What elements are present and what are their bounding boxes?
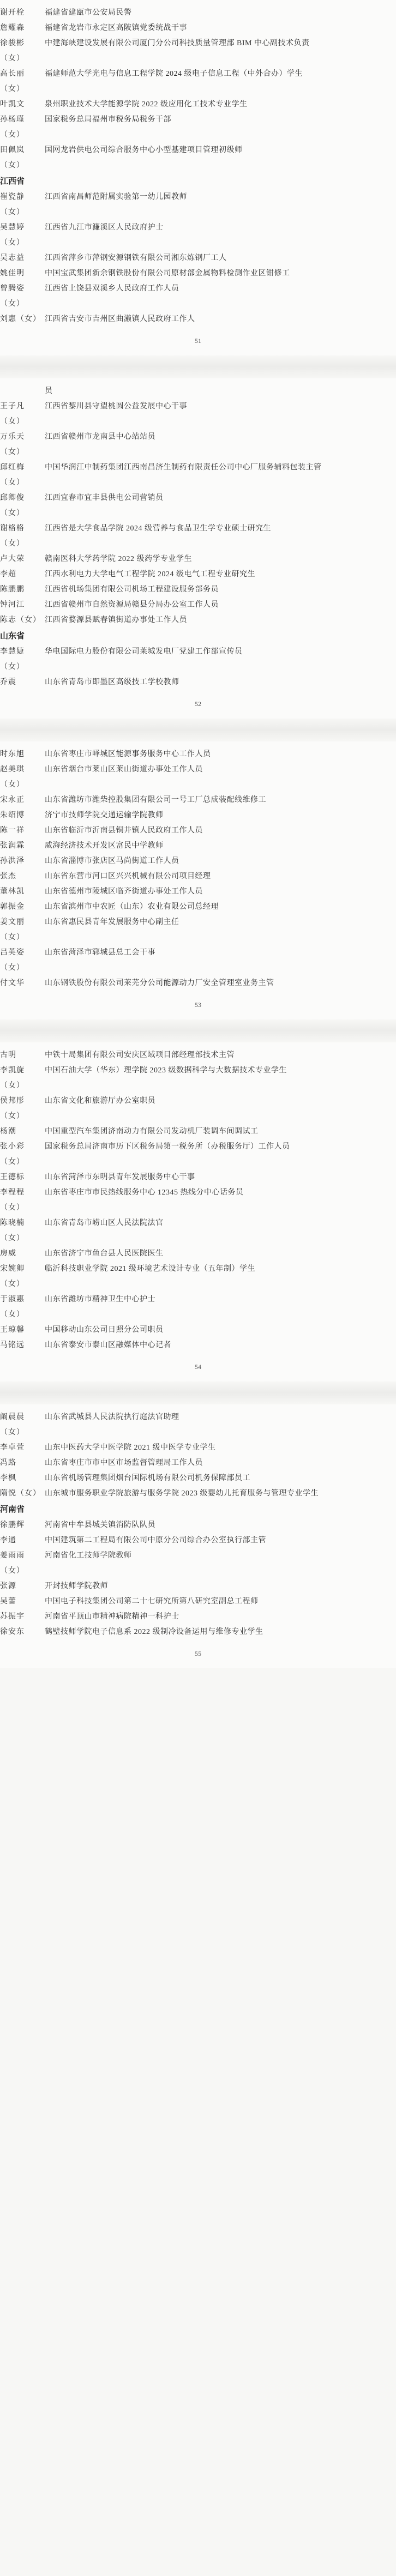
honoree-affiliation: 河南省化工技师学院教师 <box>45 1552 132 1560</box>
page-number: 55 <box>195 1650 201 1657</box>
entry-list <box>0 399 396 628</box>
honoree-name: 房威 <box>0 1250 16 1258</box>
honoree-affiliation: 山东省东营市河口区兴兴机械有限公司项目经理 <box>45 872 211 880</box>
honoree-name: 詹耀森 <box>0 24 25 32</box>
honoree-entry <box>0 460 396 491</box>
honoree-affiliation: 中国移动山东公司日照分公司职员 <box>45 1326 164 1334</box>
honoree-entry <box>0 838 396 854</box>
honoree-affiliation: 江西省赣州市龙南县中心站站员 <box>45 433 155 441</box>
honoree-affiliation: 山东省菏泽市东明县青年发展服务中心干事 <box>45 1173 195 1181</box>
honoree-name: 郭振金 <box>0 903 25 911</box>
honoree-entry <box>0 1594 396 1609</box>
honoree-affiliation: 江西省是大学食品学院 2024 级营养与食品卫生学专业硕士研究生 <box>45 524 271 533</box>
honoree-name: 邱红梅（女） <box>0 463 25 487</box>
honoree-affiliation: 山东省潍坊市潍柴控股集团有限公司一号工厂总成装配线维修工 <box>45 796 266 804</box>
honoree-entry <box>0 1440 396 1456</box>
honoree-name: 李卓萱 <box>0 1444 25 1452</box>
honoree-affiliation: 开封技师学院教师 <box>45 1582 108 1590</box>
honoree-affiliation: 山东省枣庄市峄城区能源事务服务中心工作人员 <box>45 750 211 758</box>
honoree-entry <box>0 1548 396 1579</box>
honoree-name: 时东旭 <box>0 750 25 758</box>
honoree-affiliation: 中国宝武集团新余钢铁股份有限公司原材部金属物料检测作业区钳修工 <box>45 269 290 277</box>
honoree-affiliation: 中国电子科技集团公司第二十七研究所第八研究室副总工程师 <box>45 1597 259 1606</box>
honoree-name: 于淑惠（女） <box>0 1295 25 1319</box>
honoree-affiliation: 山东省泰安市泰山区融媒体中心记者 <box>45 1341 171 1349</box>
honoree-affiliation: 泉州职业技术大学能源学院 2022 级应用化工技术专业学生 <box>45 100 248 108</box>
honoree-affiliation: 山东中医药大学中医学院 2021 级中医学专业学生 <box>45 1444 216 1452</box>
entry-list <box>0 644 396 690</box>
honoree-name: 吴慧婷（女） <box>0 224 25 247</box>
honoree-entry <box>0 251 396 266</box>
page-separator <box>0 355 396 378</box>
honoree-affiliation: 山东省青岛市崂山区人民法院法官 <box>45 1219 164 1227</box>
honoree-entry <box>0 1533 396 1548</box>
honoree-entry <box>0 808 396 823</box>
honoree-name: 张小彩（女） <box>0 1143 25 1166</box>
honoree-affiliation: 江西省机场集团有限公司机场工程建设服务部务员 <box>45 586 219 594</box>
honoree-entry <box>0 97 396 112</box>
honoree-entry <box>0 762 396 793</box>
document-page-54 <box>0 1042 396 1381</box>
honoree-entry <box>0 281 396 312</box>
honoree-name: 李通 <box>0 1536 16 1545</box>
honoree-entry <box>0 1456 396 1471</box>
honoree-affiliation: 赣南医科大学药学院 2022 级药学专业学生 <box>45 555 192 563</box>
honoree-affiliation: 中国重型汽车集团济南动力有限公司发动机厂装调车间调试工 <box>45 1127 259 1136</box>
honoree-name: 朱绍博 <box>0 811 25 819</box>
honoree-entry <box>0 112 396 143</box>
honoree-affiliation: 江西省婺源县赋春镇街道办事处工作人员 <box>45 616 187 624</box>
honoree-affiliation: 山东省机场管理集团烟台国际机场有限公司机务保障部员工 <box>45 1474 250 1482</box>
continued-text: 员 <box>45 387 53 395</box>
honoree-name: 王德标 <box>0 1173 25 1181</box>
honoree-name: 叶凯文 <box>0 100 25 108</box>
honoree-name: 侯邦彤（女） <box>0 1097 25 1120</box>
honoree-affiliation: 江西省吉安市吉州区曲濑镇人民政府工作人 <box>45 315 195 323</box>
honoree-name: 徐骏彬（女） <box>0 39 25 63</box>
document-page-53 <box>0 741 396 1019</box>
honoree-affiliation: 山东省文化和旅游厅办公室职员 <box>45 1097 155 1105</box>
honoree-affiliation: 福建省建瓯市公安局民警 <box>45 9 132 17</box>
honoree-affiliation: 鹤壁技师学院电子信息系 2022 级制冷设备运用与维修专业学生 <box>45 1628 263 1636</box>
honoree-affiliation: 江西宜春市宜丰县供电公司营销员 <box>45 494 164 502</box>
honoree-affiliation: 中国建筑第二工程局有限公司中原分公司综合办公室执行部主管 <box>45 1536 266 1545</box>
honoree-entry <box>0 1579 396 1594</box>
honoree-affiliation: 江西水利电力大学电气工程学院 2024 级电气工程专业研究生 <box>45 570 255 578</box>
honoree-entry <box>0 143 396 173</box>
honoree-entry <box>0 1625 396 1640</box>
honoree-entry <box>0 1323 396 1338</box>
entry-list <box>0 747 396 991</box>
entry-list <box>0 190 396 327</box>
honoree-name: 谢格格（女） <box>0 524 25 548</box>
page-number: 52 <box>195 700 201 708</box>
honoree-name: 赵美琪（女） <box>0 765 25 789</box>
honoree-entry <box>0 1124 396 1139</box>
honoree-affiliation: 江西省上饶县双溪乡人民政府工作人员 <box>45 285 179 293</box>
honoree-name: 李程程（女） <box>0 1189 25 1212</box>
honoree-entry <box>0 312 396 327</box>
honoree-affiliation: 临沂科技职业学院 2021 级环境艺术设计专业（五年制）学生 <box>45 1265 255 1273</box>
entry-list <box>0 1518 396 1640</box>
page-separator <box>0 719 396 741</box>
honoree-affiliation: 江西省赣州市自然资源局赣县分局办公室工作人员 <box>45 601 219 609</box>
honoree-affiliation: 国家税务总局济南市历下区税务局第一税务所（办税服务厅）工作人员 <box>45 1143 290 1151</box>
honoree-name: 古明 <box>0 1051 16 1059</box>
honoree-affiliation: 河南省平顶山市精神病院精神一科护士 <box>45 1613 179 1621</box>
honoree-affiliation: 中国石油大学（华东）理学院 2023 级数据科学与大数据技术专业学生 <box>45 1066 287 1075</box>
honoree-entry <box>0 1048 396 1063</box>
province-heading: 河南省 <box>0 1505 25 1514</box>
honoree-name: 张润霖 <box>0 842 25 850</box>
honoree-entry <box>0 1170 396 1185</box>
honoree-entry <box>0 1518 396 1533</box>
document-page-55 <box>0 1404 396 1668</box>
entry-list <box>0 1048 396 1353</box>
honoree-entry <box>0 5 396 21</box>
honoree-affiliation: 济宁市技师学院交通运输学院教师 <box>45 811 164 819</box>
honoree-name: 姜雨雨（女） <box>0 1552 25 1575</box>
honoree-affiliation: 山东省青岛市即墨区高级技工学校教师 <box>45 678 179 686</box>
honoree-entry <box>0 36 396 67</box>
page-separator <box>0 1381 396 1404</box>
honoree-name: 王琼馨 <box>0 1326 25 1334</box>
honoree-name: 卢大荣 <box>0 555 25 563</box>
honoree-affiliation: 山东省菏泽市郓城县总工会干事 <box>45 949 155 957</box>
honoree-name: 阚晨晨（女） <box>0 1413 25 1437</box>
honoree-affiliation: 河南省中牟县城关镇消防队队员 <box>45 1521 155 1529</box>
honoree-name: 宋永正 <box>0 796 25 804</box>
honoree-name: 陈晓楠（女） <box>0 1219 25 1242</box>
honoree-name: 刘惠（女） <box>0 315 41 323</box>
honoree-entry <box>0 884 396 900</box>
honoree-name: 付文华 <box>0 979 25 987</box>
honoree-affiliation: 山东省武城县人民法院执行庭法官助理 <box>45 1413 179 1421</box>
document-page-51 <box>0 0 396 355</box>
honoree-entry <box>0 1471 396 1486</box>
honoree-name: 姚佳明 <box>0 269 25 277</box>
honoree-name: 马铭远 <box>0 1341 25 1349</box>
honoree-name: 张杰 <box>0 872 16 880</box>
honoree-entry <box>0 1486 396 1501</box>
honoree-name: 崔瓷静（女） <box>0 193 25 216</box>
honoree-entry <box>0 976 396 991</box>
honoree-affiliation: 中建海峡建设发展有限公司厦门分公司科技质量管理部 BIM 中心副技术负责 <box>45 39 310 47</box>
honoree-entry <box>0 1185 396 1216</box>
page-number: 51 <box>195 337 201 345</box>
province-heading: 山东省 <box>0 631 25 641</box>
honoree-entry <box>0 1292 396 1323</box>
honoree-affiliation: 江西省黎川县守望桃圆公益发展中心干事 <box>45 402 187 411</box>
honoree-name: 万乐天（女） <box>0 433 25 456</box>
honoree-entry <box>0 1338 396 1353</box>
honoree-entry <box>0 521 396 552</box>
honoree-entry <box>0 67 396 97</box>
honoree-affiliation: 山东省潍坊市精神卫生中心护士 <box>45 1295 155 1304</box>
entry-list <box>0 1410 396 1501</box>
honoree-entry <box>0 793 396 808</box>
honoree-name: 董林凯 <box>0 888 25 896</box>
honoree-entry <box>0 644 396 675</box>
honoree-entry <box>0 1094 396 1124</box>
honoree-name: 冯路 <box>0 1459 16 1467</box>
honoree-affiliation: 国家税务总局福州市税务局税务干部 <box>45 116 171 124</box>
honoree-name: 隋悦（女） <box>0 1489 41 1498</box>
honoree-entry <box>0 552 396 567</box>
honoree-entry <box>0 582 396 598</box>
honoree-affiliation: 威海经济技术开发区富民中学教师 <box>45 842 164 850</box>
page-number: 54 <box>195 1363 201 1371</box>
honoree-affiliation: 江西省南昌师范附属实验第一幼儿园教师 <box>45 193 187 201</box>
honoree-name: 张源 <box>0 1582 16 1590</box>
honoree-entry <box>0 598 396 613</box>
honoree-affiliation: 江西省九江市濂溪区人民政府护士 <box>45 224 164 232</box>
honoree-affiliation: 福建师范大学光电与信息工程学院 2024 级电子信息工程（中外合办）学生 <box>45 70 303 78</box>
honoree-affiliation: 山东省枣庄市市中区市场监督管理局工作人员 <box>45 1459 203 1467</box>
honoree-name: 徐鹏辉 <box>0 1521 25 1529</box>
honoree-entry <box>0 1246 396 1262</box>
honoree-affiliation: 山东省枣庄市市民热线服务中心 12345 热线分中心话务员 <box>45 1189 244 1197</box>
honoree-name: 宋婉卿（女） <box>0 1265 25 1288</box>
honoree-entry <box>0 823 396 838</box>
honoree-entry <box>0 1609 396 1625</box>
honoree-affiliation: 山东省淄博市张店区马尚街道工作人员 <box>45 857 179 865</box>
page-number: 53 <box>195 1001 201 1009</box>
honoree-name: 杨潮 <box>0 1127 16 1136</box>
honoree-entry <box>0 1216 396 1246</box>
honoree-entry <box>0 900 396 915</box>
honoree-entry <box>0 567 396 582</box>
honoree-entry <box>0 613 396 628</box>
honoree-name: 田佩岚（女） <box>0 146 25 170</box>
honoree-name: 陈鹏鹏 <box>0 586 25 594</box>
entry-list <box>0 5 396 173</box>
honoree-name: 孙杨瑾（女） <box>0 116 25 139</box>
honoree-name: 曾腾姿（女） <box>0 285 25 308</box>
honoree-entry <box>0 945 396 976</box>
honoree-name: 邱卿俊（女） <box>0 494 25 517</box>
honoree-name: 高长丽（女） <box>0 70 25 93</box>
honoree-entry <box>0 1139 396 1170</box>
honoree-affiliation: 山东省德州市陵城区临齐街道办事处工作人员 <box>45 888 203 896</box>
honoree-entry <box>0 869 396 884</box>
honoree-entry <box>0 854 396 869</box>
honoree-name: 姜文丽（女） <box>0 918 25 942</box>
honoree-entry <box>0 220 396 251</box>
page-separator <box>0 1019 396 1042</box>
honoree-entry <box>0 266 396 281</box>
honoree-entry <box>0 399 396 430</box>
province-heading: 江西省 <box>0 177 25 186</box>
honoree-entry <box>0 675 396 690</box>
honoree-entry <box>0 430 396 460</box>
honoree-entry <box>0 1063 396 1094</box>
honoree-name: 钟河江 <box>0 601 25 609</box>
honoree-affiliation: 山东省惠民县青年发展服务中心副主任 <box>45 918 179 926</box>
honoree-affiliation: 国网龙岩供电公司综合服务中心小型基建项目管理初级师 <box>45 146 243 154</box>
honoree-name: 李超 <box>0 570 16 578</box>
honoree-entry <box>0 190 396 220</box>
honoree-entry <box>0 1262 396 1292</box>
honoree-affiliation: 华电国际电力股份有限公司莱城发电厂党建工作部宣传员 <box>45 648 243 656</box>
honoree-name: 苏振宇 <box>0 1613 25 1621</box>
honoree-name: 谢开栓 <box>0 9 25 17</box>
honoree-affiliation: 山东省济宁市鱼台县人民医院医生 <box>45 1250 164 1258</box>
honoree-affiliation: 山东城市服务职业学院旅游与服务学院 2023 级婴幼儿托育服务与管理专业学生 <box>45 1489 319 1498</box>
honoree-name: 吴志益 <box>0 254 25 262</box>
honoree-affiliation: 中铁十局集团有限公司安庆区域项目部经理部技术主管 <box>45 1051 235 1059</box>
honoree-name: 吴蕾 <box>0 1597 16 1606</box>
honoree-entry <box>0 915 396 945</box>
honoree-name: 陈志（女） <box>0 616 41 624</box>
honoree-name: 陈一祥 <box>0 827 25 835</box>
honoree-name: 李凯旋（女） <box>0 1066 25 1090</box>
honoree-name: 李慧婕（女） <box>0 648 25 671</box>
honoree-affiliation: 山东省滨州市中农匠（山东）农业有限公司总经理 <box>45 903 219 911</box>
honoree-affiliation: 山东钢铁股份有限公司莱芜分公司能源动力厂安全管理室业务主管 <box>45 979 274 987</box>
honoree-affiliation: 山东省烟台市莱山区莱山街道办事处工作人员 <box>45 765 203 774</box>
honoree-name: 吕英姿（女） <box>0 949 25 972</box>
honoree-entry <box>0 21 396 36</box>
honoree-affiliation: 福建省龙岩市永定区高陂镇党委统战干事 <box>45 24 187 32</box>
honoree-affiliation: 江西省萍乡市萍钢安源钢铁有限公司湘东炼钢厂工人 <box>45 254 227 262</box>
honoree-affiliation: 中国华润江中制药集团江西南昌济生制药有限责任公司中心厂服务辅料包装主管 <box>45 463 322 472</box>
document-page-52 <box>0 378 396 719</box>
honoree-entry <box>0 491 396 521</box>
honoree-name: 孙洪泽 <box>0 857 25 865</box>
honoree-entry <box>0 1410 396 1440</box>
honoree-name: 乔震 <box>0 678 16 686</box>
honoree-name: 李枫 <box>0 1474 16 1482</box>
honoree-entry <box>0 747 396 762</box>
honoree-affiliation: 山东省临沂市沂南县铜井镇人民政府工作人员 <box>45 827 203 835</box>
honoree-name: 徐安东 <box>0 1628 25 1636</box>
honoree-name: 王子凡（女） <box>0 402 25 426</box>
